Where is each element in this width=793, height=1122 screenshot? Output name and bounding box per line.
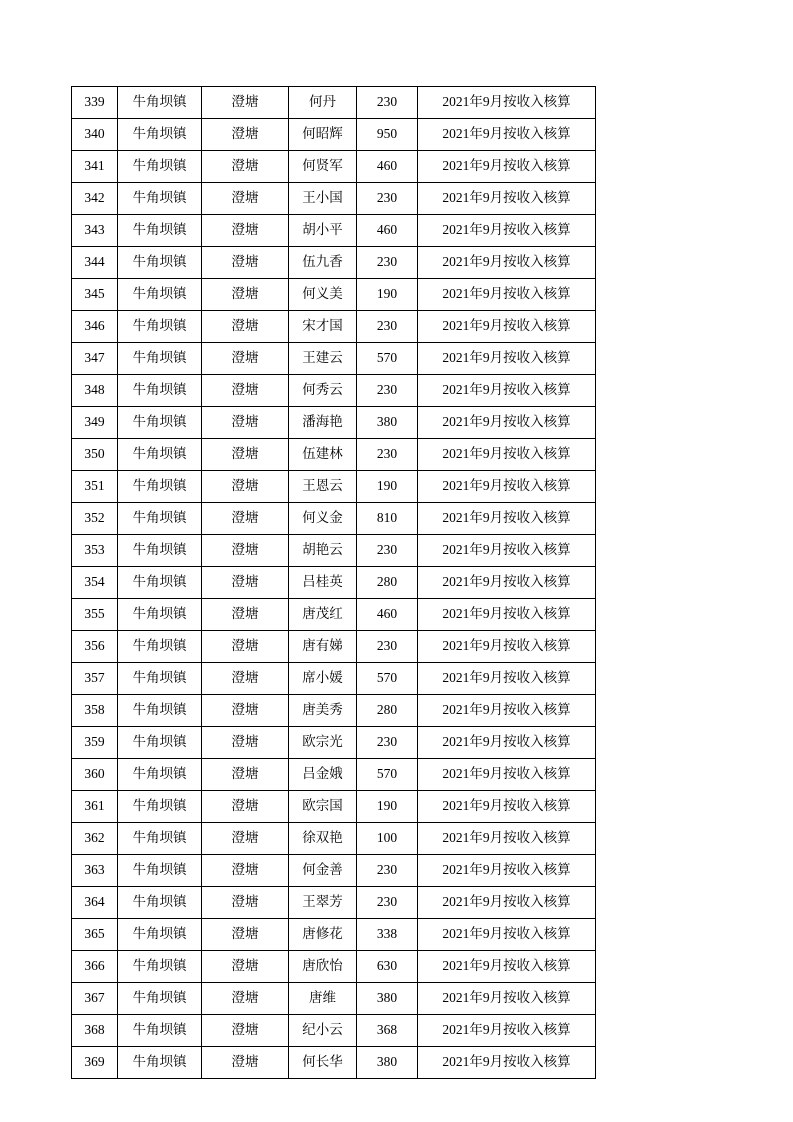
cell-note: 2021年9月按收入核算: [418, 1047, 596, 1079]
cell-village: 澄塘: [202, 183, 289, 215]
cell-name: 席小媛: [289, 663, 357, 695]
cell-name: 何秀云: [289, 375, 357, 407]
cell-town: 牛角坝镇: [118, 759, 202, 791]
cell-index: 354: [72, 567, 118, 599]
cell-note: 2021年9月按收入核算: [418, 1015, 596, 1047]
cell-note: 2021年9月按收入核算: [418, 471, 596, 503]
cell-town: 牛角坝镇: [118, 727, 202, 759]
cell-index: 345: [72, 279, 118, 311]
cell-town: 牛角坝镇: [118, 87, 202, 119]
cell-name: 何昭辉: [289, 119, 357, 151]
cell-town: 牛角坝镇: [118, 791, 202, 823]
cell-note: 2021年9月按收入核算: [418, 247, 596, 279]
cell-village: 澄塘: [202, 119, 289, 151]
cell-amount: 460: [357, 599, 418, 631]
cell-note: 2021年9月按收入核算: [418, 151, 596, 183]
cell-index: 359: [72, 727, 118, 759]
cell-name: 王恩云: [289, 471, 357, 503]
cell-town: 牛角坝镇: [118, 151, 202, 183]
cell-name: 欧宗国: [289, 791, 357, 823]
cell-note: 2021年9月按收入核算: [418, 791, 596, 823]
cell-village: 澄塘: [202, 567, 289, 599]
cell-town: 牛角坝镇: [118, 599, 202, 631]
table-body: [72, 87, 596, 1079]
table-row: [72, 951, 596, 983]
cell-town: 牛角坝镇: [118, 1015, 202, 1047]
cell-index: 342: [72, 183, 118, 215]
cell-index: 339: [72, 87, 118, 119]
cell-amount: 380: [357, 1047, 418, 1079]
cell-town: 牛角坝镇: [118, 375, 202, 407]
cell-index: 344: [72, 247, 118, 279]
cell-index: 348: [72, 375, 118, 407]
cell-name: 何义美: [289, 279, 357, 311]
cell-index: 365: [72, 919, 118, 951]
cell-note: 2021年9月按收入核算: [418, 695, 596, 727]
cell-town: 牛角坝镇: [118, 407, 202, 439]
cell-index: 350: [72, 439, 118, 471]
cell-name: 吕桂英: [289, 567, 357, 599]
cell-village: 澄塘: [202, 983, 289, 1015]
table-row: [72, 567, 596, 599]
cell-village: 澄塘: [202, 631, 289, 663]
cell-amount: 368: [357, 1015, 418, 1047]
cell-town: 牛角坝镇: [118, 183, 202, 215]
cell-name: 何长华: [289, 1047, 357, 1079]
table-row: [72, 279, 596, 311]
cell-town: 牛角坝镇: [118, 279, 202, 311]
table-row: [72, 311, 596, 343]
cell-index: 356: [72, 631, 118, 663]
cell-name: 何丹: [289, 87, 357, 119]
cell-name: 唐修花: [289, 919, 357, 951]
cell-note: 2021年9月按收入核算: [418, 887, 596, 919]
cell-index: 368: [72, 1015, 118, 1047]
cell-note: 2021年9月按收入核算: [418, 439, 596, 471]
cell-village: 澄塘: [202, 535, 289, 567]
cell-town: 牛角坝镇: [118, 343, 202, 375]
cell-name: 吕金娥: [289, 759, 357, 791]
cell-village: 澄塘: [202, 151, 289, 183]
cell-index: 360: [72, 759, 118, 791]
cell-amount: 230: [357, 631, 418, 663]
cell-amount: 230: [357, 87, 418, 119]
table-row: [72, 599, 596, 631]
cell-amount: 230: [357, 535, 418, 567]
table-row: [72, 663, 596, 695]
cell-village: 澄塘: [202, 599, 289, 631]
cell-amount: 230: [357, 439, 418, 471]
cell-amount: 280: [357, 567, 418, 599]
table-row: [72, 1047, 596, 1079]
cell-note: 2021年9月按收入核算: [418, 599, 596, 631]
cell-note: 2021年9月按收入核算: [418, 951, 596, 983]
cell-town: 牛角坝镇: [118, 119, 202, 151]
cell-note: 2021年9月按收入核算: [418, 983, 596, 1015]
cell-amount: 460: [357, 151, 418, 183]
table-row: [72, 1015, 596, 1047]
cell-note: 2021年9月按收入核算: [418, 87, 596, 119]
table-row: [72, 919, 596, 951]
cell-name: 何义金: [289, 503, 357, 535]
cell-amount: 100: [357, 823, 418, 855]
cell-note: 2021年9月按收入核算: [418, 663, 596, 695]
cell-amount: 190: [357, 279, 418, 311]
cell-name: 宋才国: [289, 311, 357, 343]
cell-name: 胡艳云: [289, 535, 357, 567]
cell-amount: 280: [357, 695, 418, 727]
cell-village: 澄塘: [202, 887, 289, 919]
table-row: [72, 215, 596, 247]
cell-name: 王翠芳: [289, 887, 357, 919]
table-row: [72, 183, 596, 215]
cell-name: 王小国: [289, 183, 357, 215]
cell-name: 何贤军: [289, 151, 357, 183]
table-row: [72, 375, 596, 407]
beneficiary-table: [71, 86, 596, 1079]
table-row: [72, 887, 596, 919]
cell-index: 347: [72, 343, 118, 375]
cell-village: 澄塘: [202, 503, 289, 535]
cell-town: 牛角坝镇: [118, 567, 202, 599]
cell-village: 澄塘: [202, 279, 289, 311]
cell-village: 澄塘: [202, 407, 289, 439]
cell-index: 351: [72, 471, 118, 503]
cell-name: 唐维: [289, 983, 357, 1015]
table-row: [72, 823, 596, 855]
table-row: [72, 631, 596, 663]
cell-town: 牛角坝镇: [118, 1047, 202, 1079]
cell-village: 澄塘: [202, 855, 289, 887]
table-row: [72, 695, 596, 727]
cell-note: 2021年9月按收入核算: [418, 567, 596, 599]
cell-town: 牛角坝镇: [118, 695, 202, 727]
cell-village: 澄塘: [202, 247, 289, 279]
cell-town: 牛角坝镇: [118, 823, 202, 855]
cell-note: 2021年9月按收入核算: [418, 119, 596, 151]
cell-amount: 230: [357, 887, 418, 919]
cell-town: 牛角坝镇: [118, 919, 202, 951]
cell-index: 367: [72, 983, 118, 1015]
cell-amount: 460: [357, 215, 418, 247]
table-row: [72, 343, 596, 375]
cell-town: 牛角坝镇: [118, 855, 202, 887]
table-row: [72, 759, 596, 791]
cell-town: 牛角坝镇: [118, 215, 202, 247]
cell-amount: 230: [357, 375, 418, 407]
cell-note: 2021年9月按收入核算: [418, 279, 596, 311]
table-row: [72, 439, 596, 471]
cell-index: 362: [72, 823, 118, 855]
cell-note: 2021年9月按收入核算: [418, 407, 596, 439]
cell-note: 2021年9月按收入核算: [418, 919, 596, 951]
cell-amount: 338: [357, 919, 418, 951]
cell-index: 341: [72, 151, 118, 183]
cell-amount: 810: [357, 503, 418, 535]
cell-note: 2021年9月按收入核算: [418, 375, 596, 407]
cell-index: 349: [72, 407, 118, 439]
cell-amount: 230: [357, 183, 418, 215]
cell-town: 牛角坝镇: [118, 247, 202, 279]
cell-index: 355: [72, 599, 118, 631]
cell-village: 澄塘: [202, 1047, 289, 1079]
cell-town: 牛角坝镇: [118, 311, 202, 343]
table-row: [72, 87, 596, 119]
cell-village: 澄塘: [202, 375, 289, 407]
table-row: [72, 535, 596, 567]
cell-village: 澄塘: [202, 1015, 289, 1047]
cell-name: 唐茂红: [289, 599, 357, 631]
cell-village: 澄塘: [202, 215, 289, 247]
cell-town: 牛角坝镇: [118, 983, 202, 1015]
cell-village: 澄塘: [202, 791, 289, 823]
cell-amount: 570: [357, 759, 418, 791]
cell-town: 牛角坝镇: [118, 439, 202, 471]
table-row: [72, 503, 596, 535]
cell-village: 澄塘: [202, 471, 289, 503]
cell-note: 2021年9月按收入核算: [418, 311, 596, 343]
cell-index: 361: [72, 791, 118, 823]
cell-village: 澄塘: [202, 311, 289, 343]
table-row: [72, 791, 596, 823]
cell-name: 伍九香: [289, 247, 357, 279]
cell-name: 徐双艳: [289, 823, 357, 855]
cell-index: 364: [72, 887, 118, 919]
cell-village: 澄塘: [202, 759, 289, 791]
cell-village: 澄塘: [202, 727, 289, 759]
cell-note: 2021年9月按收入核算: [418, 535, 596, 567]
cell-town: 牛角坝镇: [118, 503, 202, 535]
cell-note: 2021年9月按收入核算: [418, 631, 596, 663]
cell-amount: 230: [357, 727, 418, 759]
cell-index: 346: [72, 311, 118, 343]
cell-index: 363: [72, 855, 118, 887]
cell-village: 澄塘: [202, 823, 289, 855]
cell-name: 何金善: [289, 855, 357, 887]
cell-index: 357: [72, 663, 118, 695]
table-row: [72, 855, 596, 887]
cell-note: 2021年9月按收入核算: [418, 823, 596, 855]
cell-town: 牛角坝镇: [118, 887, 202, 919]
cell-amount: 190: [357, 791, 418, 823]
cell-index: 340: [72, 119, 118, 151]
cell-amount: 950: [357, 119, 418, 151]
cell-village: 澄塘: [202, 343, 289, 375]
cell-index: 352: [72, 503, 118, 535]
cell-village: 澄塘: [202, 439, 289, 471]
cell-note: 2021年9月按收入核算: [418, 215, 596, 247]
cell-amount: 630: [357, 951, 418, 983]
cell-index: 358: [72, 695, 118, 727]
cell-town: 牛角坝镇: [118, 663, 202, 695]
cell-name: 纪小云: [289, 1015, 357, 1047]
cell-note: 2021年9月按收入核算: [418, 503, 596, 535]
table-row: [72, 119, 596, 151]
cell-village: 澄塘: [202, 87, 289, 119]
cell-note: 2021年9月按收入核算: [418, 183, 596, 215]
cell-amount: 230: [357, 855, 418, 887]
cell-note: 2021年9月按收入核算: [418, 759, 596, 791]
cell-amount: 380: [357, 983, 418, 1015]
cell-name: 欧宗光: [289, 727, 357, 759]
cell-village: 澄塘: [202, 919, 289, 951]
cell-name: 王建云: [289, 343, 357, 375]
cell-name: 唐欣怡: [289, 951, 357, 983]
beneficiary-table-container: [71, 86, 575, 1079]
cell-amount: 570: [357, 663, 418, 695]
cell-amount: 230: [357, 247, 418, 279]
table-row: [72, 983, 596, 1015]
table-row: [72, 151, 596, 183]
cell-note: 2021年9月按收入核算: [418, 343, 596, 375]
cell-town: 牛角坝镇: [118, 535, 202, 567]
cell-name: 唐有娣: [289, 631, 357, 663]
table-row: [72, 407, 596, 439]
table-row: [72, 247, 596, 279]
cell-village: 澄塘: [202, 663, 289, 695]
cell-name: 潘海艳: [289, 407, 357, 439]
cell-name: 唐美秀: [289, 695, 357, 727]
cell-town: 牛角坝镇: [118, 471, 202, 503]
cell-name: 胡小平: [289, 215, 357, 247]
cell-amount: 380: [357, 407, 418, 439]
cell-amount: 570: [357, 343, 418, 375]
cell-village: 澄塘: [202, 695, 289, 727]
cell-amount: 230: [357, 311, 418, 343]
cell-index: 369: [72, 1047, 118, 1079]
table-row: [72, 471, 596, 503]
cell-amount: 190: [357, 471, 418, 503]
cell-index: 343: [72, 215, 118, 247]
cell-village: 澄塘: [202, 951, 289, 983]
cell-index: 366: [72, 951, 118, 983]
cell-town: 牛角坝镇: [118, 631, 202, 663]
table-row: [72, 727, 596, 759]
cell-note: 2021年9月按收入核算: [418, 727, 596, 759]
cell-note: 2021年9月按收入核算: [418, 855, 596, 887]
cell-index: 353: [72, 535, 118, 567]
cell-name: 伍建林: [289, 439, 357, 471]
cell-town: 牛角坝镇: [118, 951, 202, 983]
